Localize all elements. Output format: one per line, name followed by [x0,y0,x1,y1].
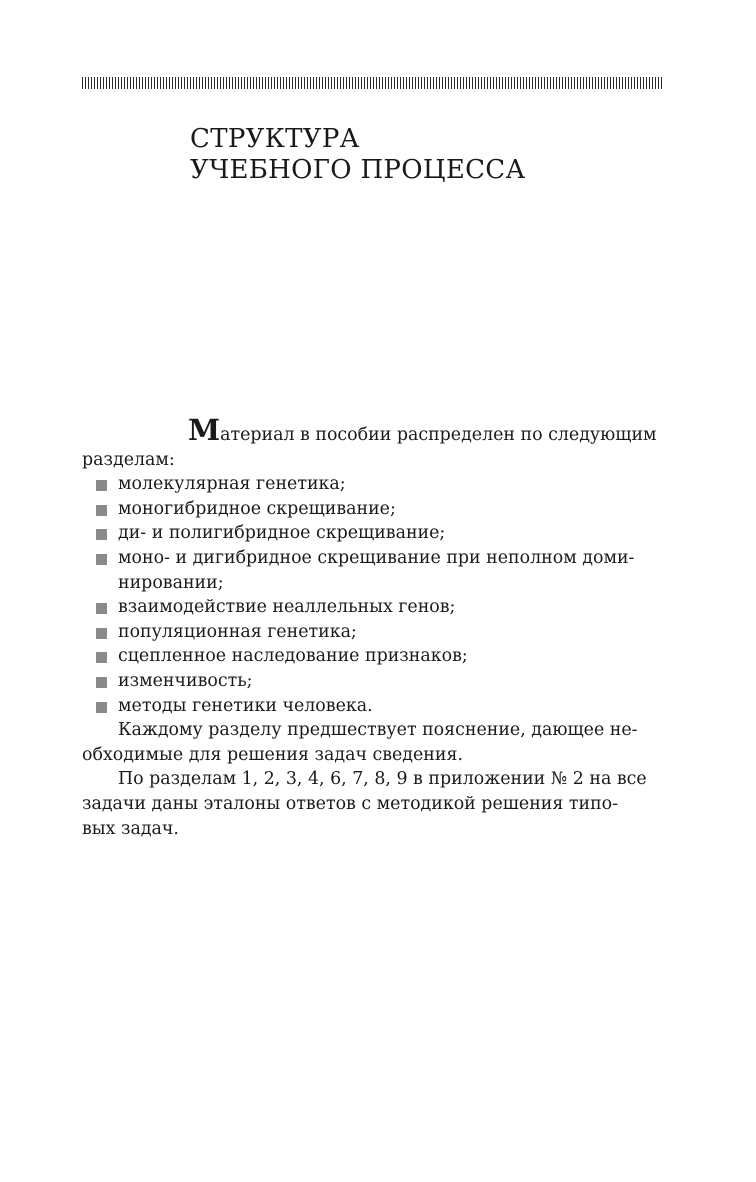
intro-paragraph [82,413,662,472]
answers-paragraph [82,767,662,841]
list-item [82,521,662,546]
intro-text-line-2: разделам: [82,449,175,470]
list-item-label: сцепленное наследование признаков; [118,646,468,667]
list-item-label: моно- и дигибридное скрещивание при неполном доми- [118,547,635,568]
answers-line-2: задачи даны эталоны ответов с методикой решения типо- [82,793,619,814]
list-item-label: изменчивость; [118,670,253,691]
list-item-label: популяционная генетика; [118,621,357,642]
intro-text-line-1: атериал в пособии распределен по следующим [220,425,657,445]
list-item [82,694,662,719]
chapter-title-line-1: СТРУКТУРА [190,124,360,154]
body-text [82,413,662,841]
list-item-label: молекулярная генетика; [118,474,346,495]
list-item-label-continued: нировании; [118,572,224,593]
list-item-label: ди- и полигибридное скрещивание; [118,523,446,544]
explanation-line-2: обходимые для решения задач сведения. [82,744,463,765]
square-bullet-icon [96,652,107,663]
square-bullet-icon [96,603,107,614]
list-item [82,669,662,694]
square-bullet-icon [96,529,107,540]
explanation-paragraph [82,718,662,767]
answers-line-3: вых задач. [82,818,179,839]
square-bullet-icon [96,677,107,688]
square-bullet-icon [96,505,107,516]
dropcap-letter: М [188,413,221,447]
square-bullet-icon [96,628,107,639]
sections-list [82,472,662,718]
header-hatched-rule [82,77,662,89]
list-item [82,472,662,497]
answers-line-1: По разделам 1, 2, 3, 4, 6, 7, 8, 9 в приложении № 2 на все [118,769,647,790]
chapter-title [190,124,525,186]
list-item-label: моногибридное скрещивание; [118,498,396,519]
list-item-label: взаимодействие неаллельных генов; [118,597,456,618]
square-bullet-icon [96,554,107,565]
explanation-line-1: Каждому разделу предшествует пояснение, дающее не- [118,720,638,741]
chapter-title-line-2: УЧЕБНОГО ПРОЦЕССА [190,155,526,185]
square-bullet-icon [96,702,107,713]
list-item [82,595,662,620]
list-item-label: методы генетики человека. [118,695,373,716]
list-item [82,497,662,522]
list-item [82,644,662,669]
list-item [82,546,662,595]
list-item [82,620,662,645]
square-bullet-icon [96,480,107,491]
